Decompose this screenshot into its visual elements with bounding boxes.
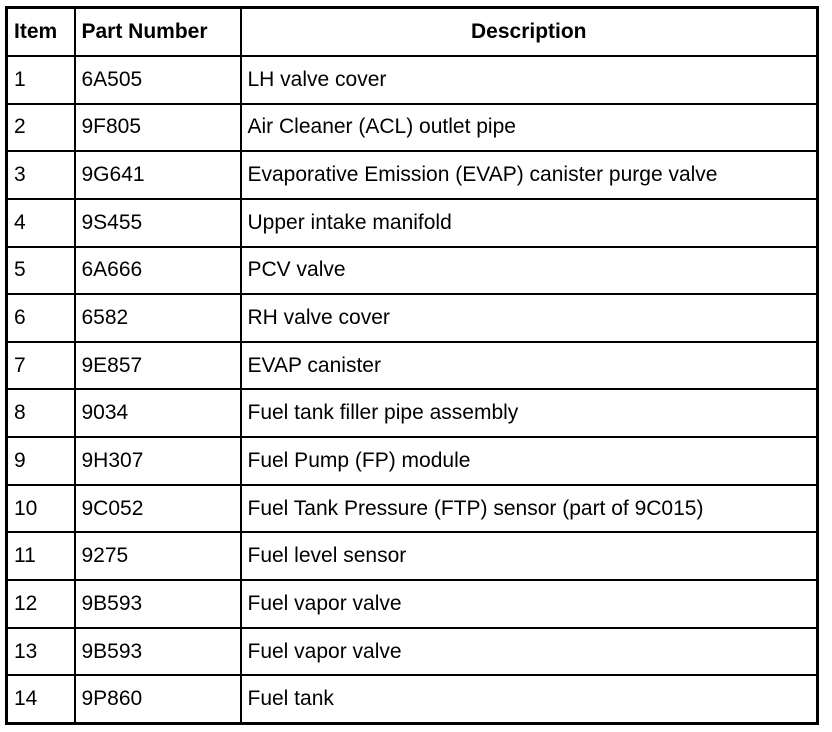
cell-item: 10 (7, 485, 75, 533)
cell-item: 12 (7, 580, 75, 628)
cell-description: Fuel level sensor (241, 532, 818, 580)
cell-item: 7 (7, 342, 75, 390)
table-row (7, 342, 818, 390)
cell-item: 5 (7, 247, 75, 295)
cell-part-number: 6A666 (75, 247, 241, 295)
cell-item: 8 (7, 389, 75, 437)
cell-part-number: 9275 (75, 532, 241, 580)
cell-item: 4 (7, 199, 75, 247)
header-part-number: Part Number (75, 8, 241, 57)
parts-table (5, 6, 819, 725)
table-body (7, 56, 818, 724)
cell-part-number: 9S455 (75, 199, 241, 247)
table-row (7, 247, 818, 295)
cell-description: Fuel Tank Pressure (FTP) sensor (part of 9C015) (241, 485, 818, 533)
table-row (7, 628, 818, 676)
cell-description: Fuel tank (241, 675, 818, 723)
cell-description: Fuel tank filler pipe assembly (241, 389, 818, 437)
cell-item: 6 (7, 294, 75, 342)
cell-description: RH valve cover (241, 294, 818, 342)
cell-description: Air Cleaner (ACL) outlet pipe (241, 104, 818, 152)
table-row (7, 294, 818, 342)
cell-item: 3 (7, 151, 75, 199)
cell-description: PCV valve (241, 247, 818, 295)
cell-part-number: 9B593 (75, 580, 241, 628)
header-description: Description (241, 8, 818, 57)
header-item: Item (7, 8, 75, 57)
cell-part-number: 9H307 (75, 437, 241, 485)
cell-item: 14 (7, 675, 75, 723)
table-row (7, 532, 818, 580)
cell-item: 1 (7, 56, 75, 104)
table-row (7, 56, 818, 104)
table-row (7, 104, 818, 152)
cell-description: LH valve cover (241, 56, 818, 104)
cell-part-number: 9G641 (75, 151, 241, 199)
cell-part-number: 9E857 (75, 342, 241, 390)
cell-description: EVAP canister (241, 342, 818, 390)
table-row (7, 199, 818, 247)
cell-item: 9 (7, 437, 75, 485)
cell-part-number: 9B593 (75, 628, 241, 676)
table-row (7, 675, 818, 723)
cell-part-number: 6582 (75, 294, 241, 342)
cell-part-number: 6A505 (75, 56, 241, 104)
table-row (7, 437, 818, 485)
cell-part-number: 9C052 (75, 485, 241, 533)
table-row (7, 151, 818, 199)
table-header (7, 8, 818, 57)
cell-item: 13 (7, 628, 75, 676)
cell-item: 11 (7, 532, 75, 580)
cell-description: Evaporative Emission (EVAP) canister purge valve (241, 151, 818, 199)
header-row (7, 8, 818, 57)
cell-part-number: 9F805 (75, 104, 241, 152)
table-row (7, 580, 818, 628)
cell-item: 2 (7, 104, 75, 152)
cell-description: Upper intake manifold (241, 199, 818, 247)
cell-description: Fuel Pump (FP) module (241, 437, 818, 485)
table-row (7, 485, 818, 533)
cell-part-number: 9034 (75, 389, 241, 437)
table-row (7, 389, 818, 437)
cell-description: Fuel vapor valve (241, 580, 818, 628)
cell-part-number: 9P860 (75, 675, 241, 723)
cell-description: Fuel vapor valve (241, 628, 818, 676)
